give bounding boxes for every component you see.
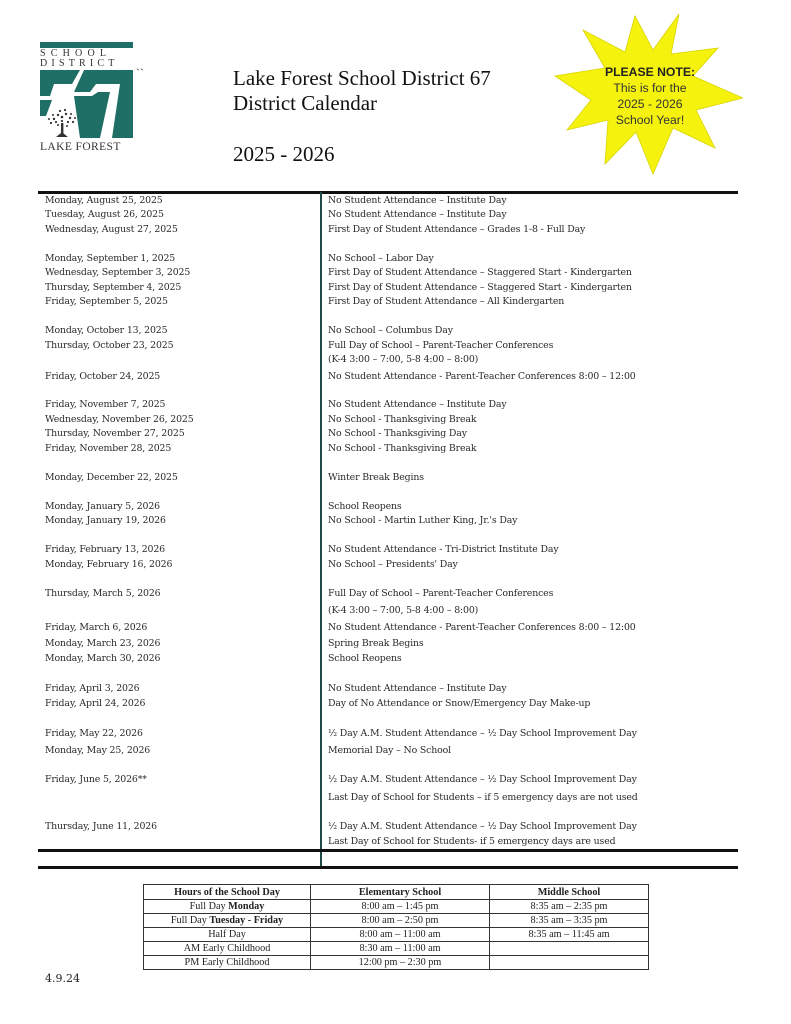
event-date: Friday, April 24, 2026 (45, 698, 146, 709)
row-label-plain: Full Day (170, 915, 210, 926)
notice-heading: PLEASE NOTE: (604, 65, 696, 79)
event-description: First Day of Student Attendance – Staggered Start - Kindergarten (328, 282, 632, 293)
logo-tick-mark: `` (136, 66, 144, 80)
event-description: No Student Attendance – Institute Day (328, 195, 507, 206)
middle-hours (490, 942, 649, 956)
event-date: Tuesday, August 26, 2025 (45, 209, 164, 220)
event-date: Thursday, June 11, 2026 (45, 821, 157, 832)
event-date: Monday, January 19, 2026 (45, 515, 166, 526)
notice-line-1: This is for the (613, 81, 687, 95)
event-date: Monday, August 25, 2025 (45, 195, 163, 206)
notice-line-3: School Year! (615, 113, 685, 127)
event-description: No School - Thanksgiving Day (328, 428, 467, 439)
event-note: (K-4 3:00 – 7:00, 5-8 4:00 – 8:00) (328, 354, 479, 365)
event-description: No School – Labor Day (328, 253, 434, 264)
event-description: School Reopens (328, 653, 402, 664)
logo-district-text: DISTRICT (40, 58, 119, 69)
event-description: No Student Attendance – Institute Day (328, 683, 507, 694)
event-description: Day of No Attendance or Snow/Emergency Day Make-up (328, 698, 591, 709)
calendar-top-rule (38, 191, 738, 194)
notice-line-2: 2025 - 2026 (617, 97, 683, 111)
header-hours: Hours of the School Day (144, 885, 311, 900)
middle-hours (490, 956, 649, 970)
event-description: No School - Thanksgiving Break (328, 443, 477, 454)
event-date: Monday, May 25, 2026 (45, 745, 151, 756)
event-description: No Student Attendance - Parent-Teacher Conferences 8:00 – 12:00 (328, 371, 636, 382)
event-description: No Student Attendance - Parent-Teacher Conferences 8:00 – 12:00 (328, 622, 636, 633)
event-description: ½ Day A.M. Student Attendance – ½ Day School Improvement Day (328, 728, 637, 739)
event-description: ½ Day A.M. Student Attendance – ½ Day School Improvement Day (328, 774, 637, 785)
event-date: Friday, April 3, 2026 (45, 683, 140, 694)
event-description: No School – Columbus Day (328, 325, 453, 336)
school-year: 2025 - 2026 (233, 142, 335, 166)
event-date: Monday, September 1, 2025 (45, 253, 176, 264)
event-description: First Day of Student Attendance – All Kindergarten (328, 296, 565, 307)
event-date: Monday, October 13, 2025 (45, 325, 168, 336)
header-middle: Middle School (490, 885, 649, 900)
event-description: No Student Attendance – Institute Day (328, 399, 507, 410)
event-description: No Student Attendance – Institute Day (328, 209, 507, 220)
event-date: Friday, October 24, 2025 (45, 371, 161, 382)
event-description: Spring Break Begins (328, 638, 424, 649)
row-label: Half Day (144, 928, 311, 942)
title-district-name: Lake Forest School District 67 (233, 66, 491, 90)
event-description: First Day of Student Attendance – Staggered Start - Kindergarten (328, 267, 632, 278)
event-date: Monday, February 16, 2026 (45, 559, 173, 570)
event-date: Monday, March 23, 2026 (45, 638, 161, 649)
event-date: Monday, December 22, 2025 (45, 472, 178, 483)
elementary-hours: 12:00 pm – 2:30 pm (311, 956, 490, 970)
event-note: Last Day of School for Students- if 5 emergency days are used (328, 836, 616, 847)
middle-hours: 8:35 am – 2:35 pm (490, 900, 649, 914)
logo-67-mark-icon (40, 70, 133, 138)
row-label (144, 914, 311, 928)
elementary-hours: 8:00 am – 11:00 am (311, 928, 490, 942)
hours-table-header (144, 885, 649, 900)
event-description: No School – Presidents' Day (328, 559, 458, 570)
event-date: Thursday, September 4, 2025 (45, 282, 182, 293)
event-date: Friday, March 6, 2026 (45, 622, 148, 633)
elementary-hours: 8:00 am – 2:50 pm (311, 914, 490, 928)
event-description: No School - Martin Luther King, Jr.'s Day (328, 515, 518, 526)
logo-lake-forest-text: LAKE FOREST (40, 141, 121, 153)
event-description: ½ Day A.M. Student Attendance – ½ Day School Improvement Day (328, 821, 637, 832)
logo-school-text: SCHOOL (40, 48, 112, 59)
row-label-bold: Monday (228, 901, 265, 912)
notice-text (553, 64, 727, 128)
event-description: First Day of Student Attendance – Grades 1-8 - Full Day (328, 224, 586, 235)
event-date: Friday, November 28, 2025 (45, 443, 172, 454)
event-description: School Reopens (328, 501, 402, 512)
row-label: AM Early Childhood (144, 942, 311, 956)
row-label (144, 900, 311, 914)
middle-hours: 8:35 am – 3:35 pm (490, 914, 649, 928)
event-date: Friday, June 5, 2026** (45, 774, 147, 785)
event-description: No Student Attendance - Tri-District Institute Day (328, 544, 559, 555)
event-description: Full Day of School – Parent-Teacher Conferences (328, 340, 554, 351)
event-date: Monday, March 30, 2026 (45, 653, 161, 664)
elementary-hours: 8:00 am – 1:45 pm (311, 900, 490, 914)
page-title (233, 66, 491, 116)
event-description: Full Day of School – Parent-Teacher Conferences (328, 588, 554, 599)
table-row (144, 956, 649, 970)
hours-table (143, 884, 649, 970)
header-elementary: Elementary School (311, 885, 490, 900)
event-date: Friday, November 7, 2025 (45, 399, 166, 410)
event-date: Friday, September 5, 2025 (45, 296, 168, 307)
district-logo (40, 42, 144, 154)
calendar-bottom-rule (38, 849, 738, 852)
table-row (144, 942, 649, 956)
event-description: Memorial Day – No School (328, 745, 452, 756)
row-label-bold: Tuesday - Friday (209, 915, 284, 926)
event-date: Friday, February 13, 2026 (45, 544, 165, 555)
middle-hours: 8:35 am – 11:45 am (490, 928, 649, 942)
elementary-hours: 8:30 am – 11:00 am (311, 942, 490, 956)
event-note: Last Day of School for Students – if 5 emergency days are not used (328, 792, 638, 803)
event-description: Winter Break Begins (328, 472, 424, 483)
event-date: Friday, May 22, 2026 (45, 728, 143, 739)
title-calendar: District Calendar (233, 91, 378, 115)
event-date: Monday, January 5, 2026 (45, 501, 160, 512)
table-row (144, 914, 649, 928)
notice-burst (553, 12, 743, 177)
event-note: (K-4 3:00 – 7:00, 5-8 4:00 – 8:00) (328, 605, 479, 616)
row-label: PM Early Childhood (144, 956, 311, 970)
table-row (144, 900, 649, 914)
event-date: Wednesday, September 3, 2025 (45, 267, 191, 278)
row-label-plain: Full Day (189, 901, 229, 912)
event-description: No School - Thanksgiving Break (328, 414, 477, 425)
event-date: Wednesday, August 27, 2025 (45, 224, 178, 235)
event-date: Thursday, October 23, 2025 (45, 340, 174, 351)
event-date: Wednesday, November 26, 2025 (45, 414, 194, 425)
revision-date: 4.9.24 (45, 972, 80, 985)
calendar-footer-rule (38, 866, 738, 869)
event-date: Thursday, March 5, 2026 (45, 588, 161, 599)
table-row (144, 928, 649, 942)
calendar-column-divider (320, 192, 322, 868)
event-date: Thursday, November 27, 2025 (45, 428, 185, 439)
